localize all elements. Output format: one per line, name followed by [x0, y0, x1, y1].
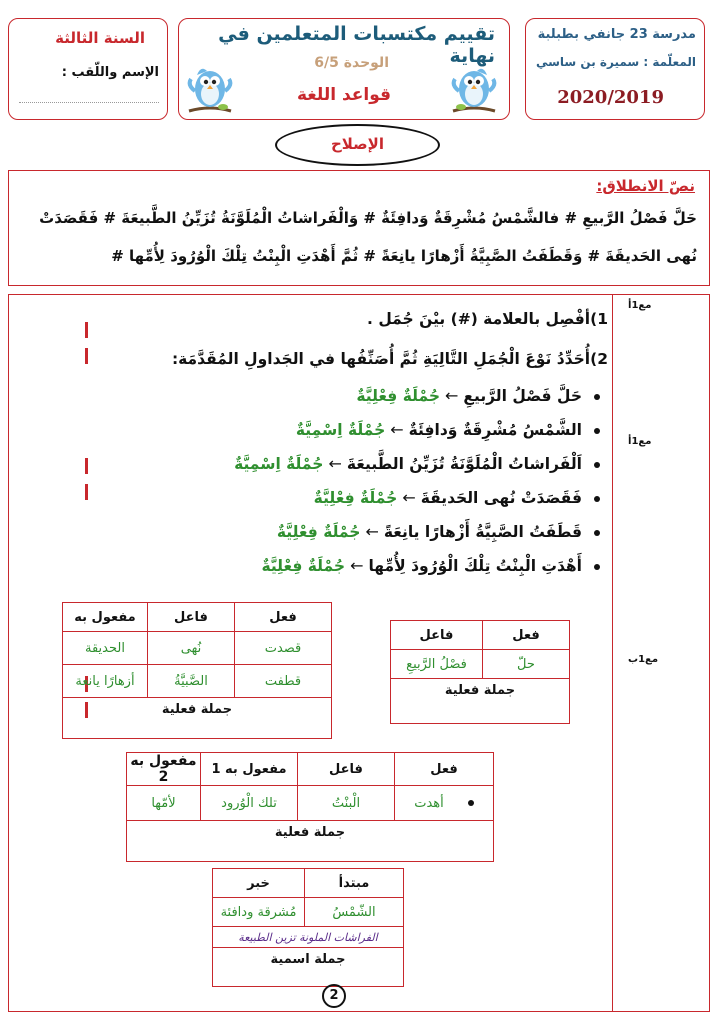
passage-line-1: حَلَّ فَصْلُ الرَّبيعِ # فالشَّمْسُ مُشْرِقَةٌ وَدافِئَةٌ # وَالْفَراشاتُ الْمُلَوَّنَةُ تُزَيِّنُ الطَّبيعَةَ # فَقَصَدَتْ — [39, 209, 697, 227]
name-label: الإسم واللّقب : — [61, 65, 159, 80]
grammar-table-1 — [390, 620, 570, 724]
table-cell: الصَّبيَّةُ — [148, 665, 235, 698]
correction-label: الإصلاح — [330, 135, 384, 153]
school-year: 2020/2019 — [557, 87, 664, 108]
table-header-subject: فاعل — [148, 603, 235, 632]
list-item: حَلَّ فَصْلُ الرَّبيعِ←جُمْلَةٌ فِعْلِيَّةٌ — [234, 386, 600, 420]
passage-line-2: نُهى الحَديقَةَ # وَقَطَفَتُ الصَّبِيَّةُ أَزْهارًا يانِعَةً # ثُمَّ أَهْدَتِ الْبِنْتُ تِلْكَ الْوُرُودَ لِأُمِّها # — [111, 247, 697, 265]
table-header-object-1: مفعول به 1 — [201, 753, 298, 786]
passage-title: نصّ الانطلاق: — [596, 177, 695, 195]
table-footer: جملة فعلية — [127, 821, 494, 862]
table-header-verb: فعل — [483, 621, 570, 650]
unit-label: الوحدة 6/5 — [314, 55, 389, 71]
table-cell: الْبنْتُ — [298, 786, 395, 821]
table-footer: جملة فعلية — [63, 698, 332, 739]
grammar-table-3 — [126, 752, 494, 862]
page-number: 2 — [322, 984, 346, 1008]
table-header-subject: فاعل — [298, 753, 395, 786]
table-header-subject: مبتدأ — [305, 869, 404, 898]
table-cell: فصْلُ الرَّبيعِ — [391, 650, 483, 679]
table-cell: قطفت — [235, 665, 332, 698]
table-cell: نُهى — [148, 632, 235, 665]
list-item: قَطَفَتُ الصَّبِيَّةُ أَزْهارًا يانِعَةً←جُمْلَةٌ فِعْلِيَّةٌ — [234, 522, 600, 556]
table-header-verb: فعل — [235, 603, 332, 632]
criteria-column-divider — [612, 294, 613, 1012]
criterion-code-1: مع1أ — [628, 300, 652, 311]
teacher-name: المعلّمة : سميرة بن ساسي — [535, 55, 696, 69]
correction-oval — [275, 124, 440, 166]
header-title-box — [178, 18, 510, 120]
table-cell: قصدت — [235, 632, 332, 665]
passage-box — [8, 170, 710, 286]
list-item: الشَّمْسُ مُشْرِقَةٌ وَدافِئَةٌ←جُمْلَةٌ اِسْمِيَّةٌ — [234, 420, 600, 454]
subject-label: قواعد اللغة — [296, 85, 391, 105]
table-header-object: مفعول به — [63, 603, 148, 632]
table-cell: تلك الْوُرود — [201, 786, 298, 821]
list-item: اَلْفَراشاتُ الْمُلَوَّنَةُ تُزَيِّنُ الطَّبيعَةَ←جُمْلَةٌ اِسْمِيَّةٌ — [234, 454, 600, 488]
table-header-verb: فعل — [395, 753, 494, 786]
table-cell: لأمّها — [127, 786, 201, 821]
header-student-box — [8, 18, 168, 120]
grammar-table-4 — [212, 868, 404, 987]
school-name: مدرسة 23 جانفي بطبلبة — [537, 27, 696, 42]
criterion-code-3: مع1ب — [628, 654, 659, 665]
grade-label: السنة الثالثة — [55, 29, 145, 47]
table-cell: الشّمْسُ — [305, 898, 404, 927]
table-cell: أزهارًا يانعة — [63, 665, 148, 698]
criterion-code-2: مع1أ — [628, 436, 652, 447]
table-cell: أهدت — [395, 786, 494, 821]
question-1: 1)أفْصِل بالعلامة (#) بيْنَ جُمَل . — [367, 310, 608, 328]
table-footer: جملة اسمية — [213, 948, 404, 987]
table-header-predicate: خبر — [213, 869, 305, 898]
table-cell-handwritten: الفراشات الملونة تزين الطبيعة — [213, 927, 404, 948]
name-field[interactable] — [19, 101, 159, 103]
list-item: أَهْدَتِ الْبِنْتُ تِلْكَ الْوُرُودَ لِأُمِّها←جُمْلَةٌ فِعْلِيَّةٌ — [234, 556, 600, 590]
header-school-box — [525, 18, 705, 120]
page-title: تقييم مكتسبات المتعلمين في نهاية — [218, 23, 495, 67]
table-footer: جملة فعلية — [391, 679, 570, 724]
grammar-table-2 — [62, 602, 332, 739]
sentence-list — [234, 386, 600, 590]
bird-icon — [185, 59, 235, 117]
bird-icon — [449, 59, 499, 117]
table-header-subject: فاعل — [391, 621, 483, 650]
list-item: فَقَصَدَتْ نُهى الحَديقَةَ←جُمْلَةٌ فِعْلِيَّةٌ — [234, 488, 600, 522]
question-2: 2)أُحَدِّدُ نَوْعَ الْجُمَلِ التَّالِيَةِ ثُمَّ أُصَنِّفُها في الجَداولِ المُقَدَّمَة: — [171, 350, 608, 368]
table-cell: الحديقة — [63, 632, 148, 665]
table-cell: مُشرقة ودافئة — [213, 898, 305, 927]
table-cell: حلّ — [483, 650, 570, 679]
table-header-object-2: مفعول به 2 — [127, 753, 201, 786]
